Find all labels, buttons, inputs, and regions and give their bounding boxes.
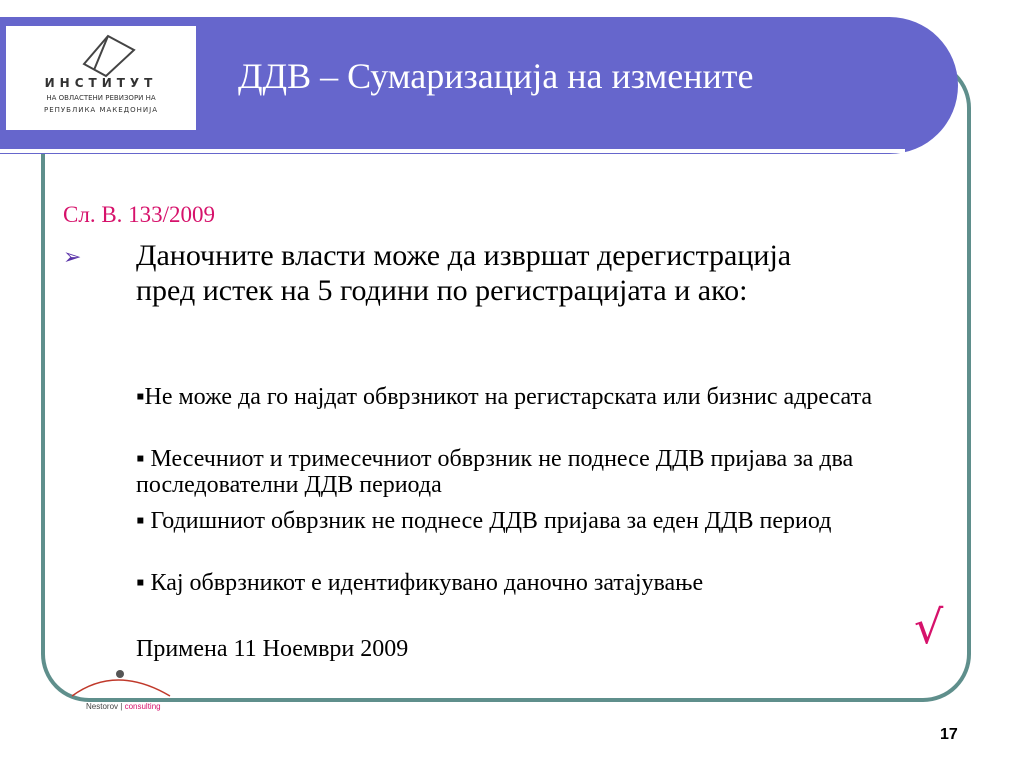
header-underline <box>0 149 905 153</box>
logo-diamond-icon <box>6 26 196 82</box>
brand-separator: | <box>120 702 123 711</box>
logo-text-line3: РЕПУБЛИКА МАКЕДОНИЈА <box>43 106 158 114</box>
effective-date: Примена 11 Ноември 2009 <box>136 636 409 662</box>
source-reference: Сл. В. 133/2009 <box>63 202 216 227</box>
institute-logo <box>6 26 196 130</box>
slide-title: ДДВ – Сумаризација на измените <box>238 56 754 96</box>
sub-bullet-3: ▪ Годишниот обврзник не поднесе ДДВ пријава за еден ДДВ период <box>136 508 832 534</box>
logo-text-line2: НА ОВЛАСТЕНИ РЕВИЗОРИ НА <box>46 94 156 102</box>
sub-bullet-2: ▪ Месечниот и тримесечниот обврзник не поднесе ДДВ пријава за два последователни ДДВ периода <box>136 446 854 498</box>
brand-suffix: consulting <box>124 702 161 711</box>
slide-frame <box>41 60 971 702</box>
nestorov-arc-icon <box>66 668 176 702</box>
main-bullet-text: Даночните власти може да извршат дерегистрација пред истек на 5 години по регистрацијата и ако: <box>136 239 792 307</box>
page-number: 17 <box>940 726 958 743</box>
check-mark-icon: √ <box>914 600 944 654</box>
arrow-bullet-icon: ➢ <box>63 245 82 270</box>
brand-text <box>86 702 161 711</box>
sub-bullet-1: ▪Не може да го најдат обврзникот на регистарската или бизнис адресата <box>136 384 873 410</box>
logo-text-line1: ИНСТИТУТ <box>44 76 158 90</box>
sub-bullet-4: ▪ Кај обврзникот е идентификувано даночно затајување <box>136 570 704 596</box>
brand-name: Nestorov <box>86 702 119 711</box>
